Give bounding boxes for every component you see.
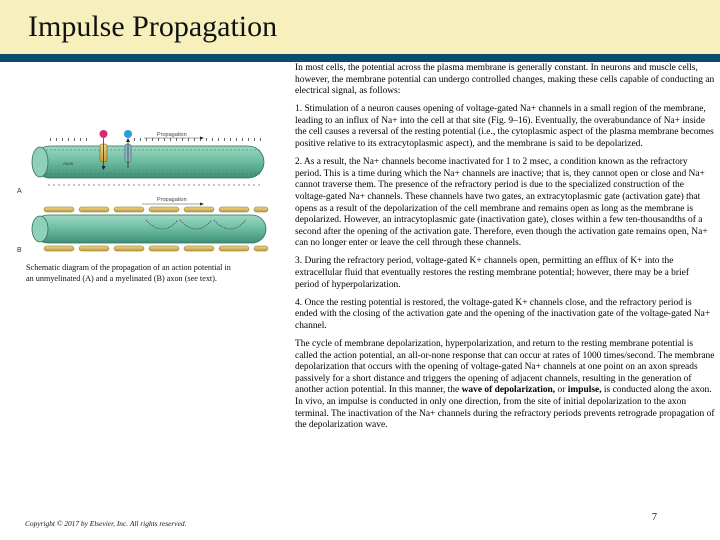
- step-3-paragraph: 3. During the refractory period, voltage-gated K+ channels open, permitting an efflux of K+ into the extracellular fluid that eventually restores the resting membrane potential; however, there may be a brief period of hyperpolarization.: [295, 256, 690, 290]
- term-wave-of-depolarization: wave of depolarization,: [461, 385, 556, 396]
- summary-text-1: The cycle of membrane depolarization, hyperpolarization, and return to the resting membrane potential is called the action potential, an all-or-none response that can occur at rates of 1000 times/second. The membrane depolarization that occurs with the opening of voltage-gated Na+ channels at one point on an axon spreads passively for a short distance and triggers the opening of adjacent channels, resulting in the generation of another action potential. In this manner, the: [295, 338, 715, 396]
- slide-title: Impulse Propagation: [28, 10, 278, 43]
- body-text: [295, 63, 715, 438]
- figure-caption: [26, 262, 266, 284]
- summary-text-3: is conducted along the axon. In vivo, an impulse is conducted in only one direction, from the site of initial depolarization to the axon terminal. The inactivation of the Na+ channels during the refractory periods prevents retrograde propagation of the depolarization wave.: [295, 385, 715, 431]
- axon-propagation-figure: [12, 110, 274, 252]
- summary-text-2: or: [555, 385, 568, 396]
- caption-line-1: Schematic diagram of the propagation of an action potential in: [26, 263, 231, 272]
- title-divider-bar: [0, 54, 720, 62]
- step-2-paragraph: 2. As a result, the Na+ channels become inactivated for 1 to 2 msec, a condition known as the refractory period. This is a time during which the Na+ channels are inactive; that is, they cannot open or close and Na+ cannot traverse them. The presence of the refractory period is due to the specialized construction of the voltage-gated Na+ channels. These channels have two gates, an extracytoplasmic gate (activation gate) that opens as a result of the depolarization of the cell membrane and remains open as long as the membrane is depolarized. However, an intracytoplasmic gate (inactivation gate), closes within a few ten-thousandths of a second after the opening of the activation gate. Therefore, even though the activation gate remains open, Na+ can no longer enter or leave the cell through these channels.: [295, 157, 708, 249]
- svg-text:A: A: [17, 188, 22, 195]
- title-header: [0, 0, 720, 54]
- page-number: 7: [652, 512, 657, 523]
- step-1-paragraph: 1. Stimulation of a neuron causes opening of voltage-gated Na+ channels in a small region of the membrane, leading to an influx of Na+ into the cell at that site (Fig. 9–16). Eventually, the overabundance of Na+ inside the cell causes a reversal of the resting potential (i.e., the cytoplasmic aspect of the plasma membrane becomes positive relative to its extracytoplasmic aspect), and the membrane is said to be depolarized.: [295, 104, 714, 150]
- panel-a-unmyelinated-axon: [17, 130, 264, 195]
- svg-text:Propagation: Propagation: [157, 197, 187, 203]
- intro-paragraph: In most cells, the potential across the plasma membrane is generally constant. In neurons and muscle cells, however, the membrane potential can undergo controlled changes, making these cells capable of conducting an electrical signal, as follows:: [295, 63, 715, 97]
- copyright-notice: Copyright © 2017 by Elsevier, Inc. All rights reserved.: [25, 519, 187, 528]
- caption-line-2: an unmyelinated (A) and a myelinated (B) axon (see text).: [26, 274, 217, 283]
- svg-text:Axon: Axon: [63, 161, 74, 166]
- step-4-paragraph: 4. Once the resting potential is restored, the voltage-gated K+ channels close, and the refractory period is ended with the closing of the activation gate and the opening of the inactivation gate of the voltage-gated Na+ channel.: [295, 297, 711, 331]
- svg-text:Propagation: Propagation: [157, 132, 187, 138]
- panel-b-myelinated-axon: [17, 197, 268, 252]
- summary-paragraph: [295, 339, 715, 432]
- term-impulse: impulse,: [567, 385, 602, 396]
- svg-text:B: B: [17, 247, 22, 252]
